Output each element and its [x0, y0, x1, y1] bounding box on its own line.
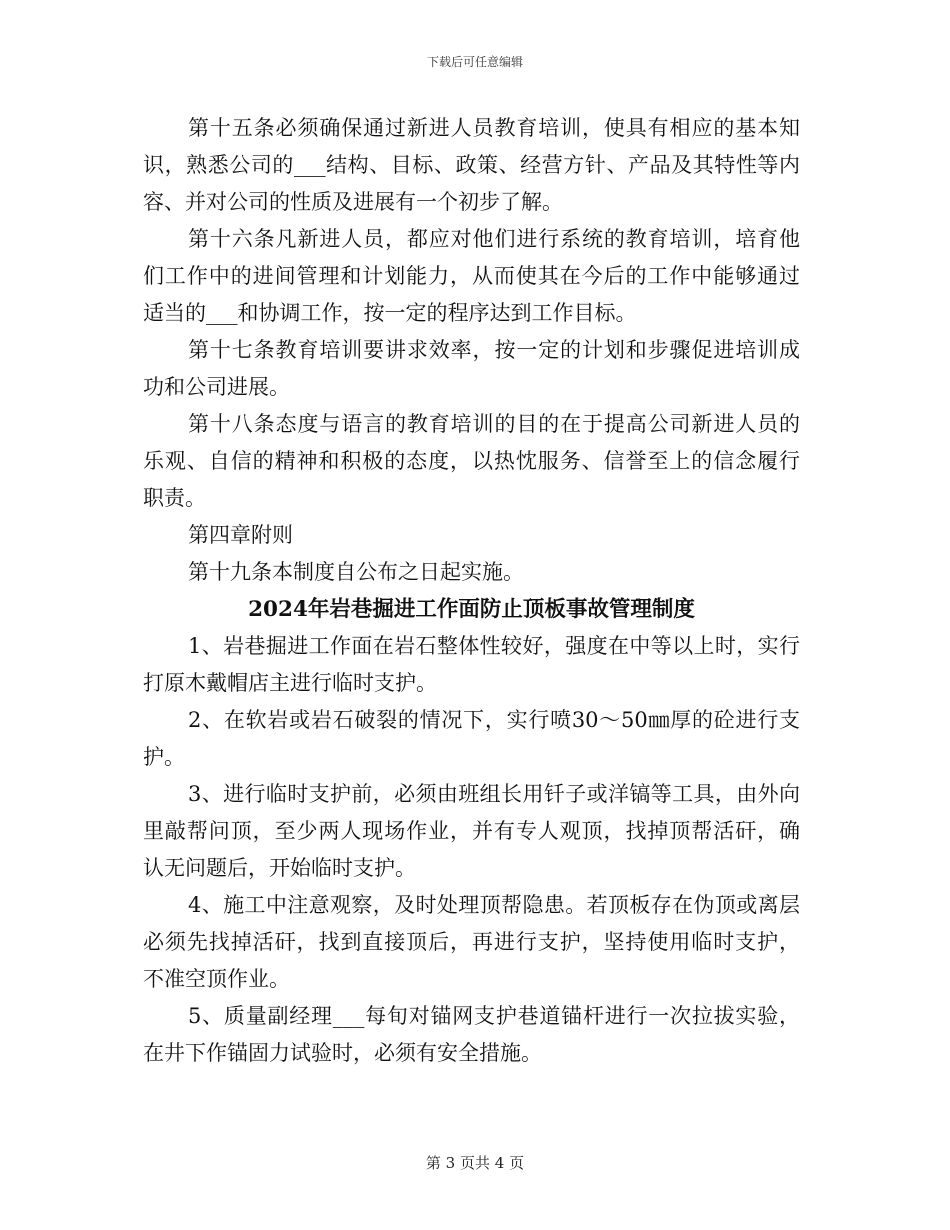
article-19-paragraph — [143, 554, 800, 591]
text-line: 1、岩巷掘进工作面在岩石整体性较好，强度在中等以上时，实行 — [188, 634, 800, 658]
text-line: 第十九条本制度自公布之日起实施。 — [188, 560, 524, 584]
text-line: 第四章附则 — [188, 523, 293, 547]
regulation-title: 2024年岩巷掘进工作面防止顶板事故管理制度 — [248, 597, 695, 622]
text-line: 容、并对公司的性质及进展有一个初步了解。 — [143, 190, 563, 214]
article-16-paragraph — [143, 221, 800, 332]
item-2-paragraph — [143, 702, 800, 776]
text-line: 在井下作锚固力试验时，必须有安全措施。 — [143, 1041, 542, 1065]
text-line: 3、进行临时支护前，必须由班组长用钎子或洋镐等工具，由外向 — [188, 782, 800, 806]
text-line: 里敲帮问顶，至少两人现场作业，并有专人观顶，找掉顶帮活矸，确 — [143, 819, 800, 843]
document-body — [143, 110, 800, 1072]
article-15-paragraph — [143, 110, 800, 221]
text-line: 适当的___和协调工作，按一定的程序达到工作目标。 — [143, 301, 637, 325]
item-5-paragraph — [143, 998, 800, 1072]
item-3-paragraph — [143, 776, 800, 887]
text-line: 认无问题后，开始临时支护。 — [143, 856, 416, 880]
text-line: 5、质量副经理___每旬对锚网支护巷道锚杆进行一次拉拔实验， — [188, 1004, 800, 1028]
text-line: 第十八条态度与语言的教育培训的目的在于提高公司新进人员的 — [188, 412, 800, 436]
page-header-note: 下载后可任意编辑 — [426, 55, 523, 69]
text-line: 护。 — [143, 745, 185, 769]
text-line: 不准空顶作业。 — [143, 967, 290, 991]
chapter-4-heading — [143, 517, 800, 554]
text-line: 4、施工中注意观察，及时处理顶帮隐患。若顶板存在伪顶或离层 — [188, 893, 800, 917]
article-17-paragraph — [143, 332, 800, 406]
item-4-paragraph — [143, 887, 800, 998]
text-line: 功和公司进展。 — [143, 375, 290, 399]
text-line: 乐观、自信的精神和积极的态度，以热忱服务、信誉至上的信念履行 — [143, 449, 800, 473]
article-18-paragraph — [143, 406, 800, 517]
text-line: 们工作中的进间管理和计划能力，从而使其在今后的工作中能够通过 — [143, 264, 800, 288]
text-line: 识，熟悉公司的___结构、目标、政策、经营方针、产品及其特性等内 — [143, 153, 800, 177]
text-line: 第十六条凡新进人员，都应对他们进行系统的教育培训，培育他 — [188, 227, 800, 251]
text-line: 必须先找掉活矸，找到直接顶后，再进行支护，坚持使用临时支护， — [143, 930, 800, 954]
text-line: 第十七条教育培训要讲求效率，按一定的计划和步骤促进培训成 — [188, 338, 800, 362]
text-line: 打原木戴帽店主进行临时支护。 — [143, 671, 437, 695]
page-number-footer: 第 3 页共 4 页 — [425, 1154, 525, 1172]
item-1-paragraph — [143, 628, 800, 702]
text-line: 第十五条必须确保通过新进人员教育培训，使具有相应的基本知 — [188, 116, 800, 140]
text-line: 2、在软岩或岩石破裂的情况下，实行喷30～50㎜厚的砼进行支 — [188, 708, 800, 732]
text-line: 职责。 — [143, 486, 206, 510]
